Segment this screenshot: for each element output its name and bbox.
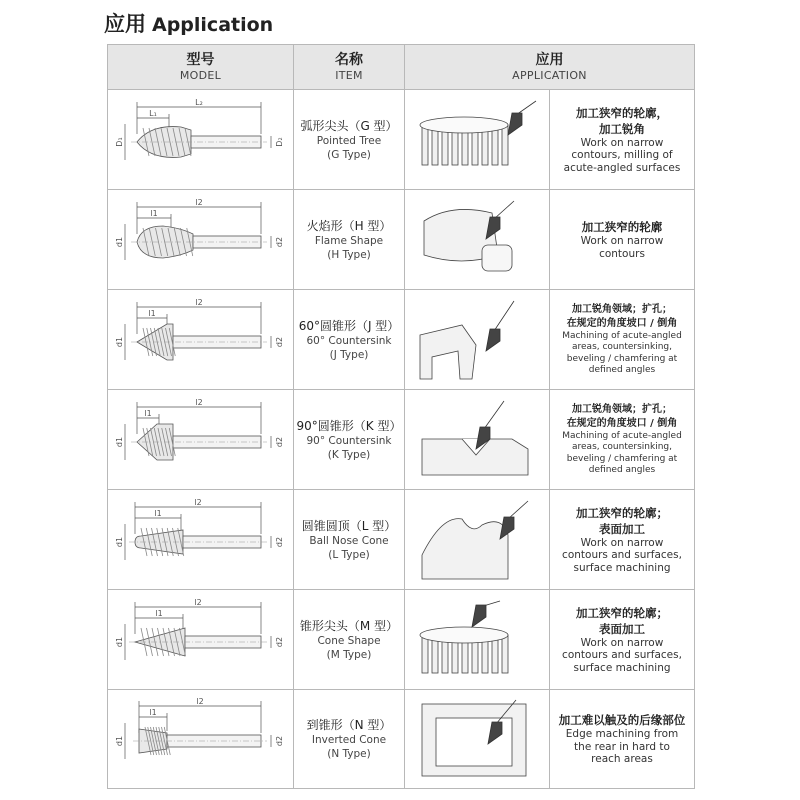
application-cn-line: 加工狭窄的轮廓； <box>576 505 668 520</box>
dim-l1-label: L₁ <box>148 108 157 118</box>
application-en-line: defined angles <box>588 465 656 475</box>
application-cn-line: 加工难以触及的后缘部位 <box>558 713 686 728</box>
application-cn-line: 加工狭窄的轮廓 <box>581 220 663 234</box>
application-en-line: Work on narrow <box>580 235 664 247</box>
application-illustration-l <box>412 495 542 585</box>
application-cn-line: 表面加工 <box>599 521 645 536</box>
item-name-cn: 火焰形（H 型） <box>306 218 392 233</box>
dim-d2-label: d2 <box>274 636 284 647</box>
table-row <box>108 190 695 290</box>
dim-l2-label: l2 <box>193 497 202 507</box>
application-text-cell <box>550 390 695 490</box>
application-image-cell <box>405 390 550 490</box>
header-item <box>294 45 405 90</box>
application-image-cell <box>405 90 550 190</box>
table-row <box>108 390 695 490</box>
dim-l1-label: l1 <box>154 608 163 618</box>
header-application-cn: 应用 <box>535 51 564 68</box>
item-cell <box>294 590 405 690</box>
dim-l2-label: l2 <box>193 597 202 607</box>
item-name-en: 90° Countersink <box>306 434 392 447</box>
table-row <box>108 590 695 690</box>
item-name-en: Flame Shape <box>314 234 384 247</box>
application-en-line: Edge machining from <box>565 728 679 741</box>
dim-d2-label: d2 <box>274 735 284 747</box>
burr-drawing-l <box>111 494 291 586</box>
item-name-en: Pointed Tree <box>316 134 382 147</box>
application-en-line: the rear in hard to <box>574 740 670 753</box>
application-en-line: Work on narrow <box>580 536 664 549</box>
header-model-cn: 型号 <box>186 51 215 68</box>
dim-l2-label: l2 <box>194 197 203 207</box>
application-en-line: reach areas <box>591 753 653 766</box>
application-en-line: contours, milling of <box>571 149 673 162</box>
table-header-row <box>108 45 695 90</box>
application-en-line: contours and surfaces, <box>562 649 682 662</box>
item-name-en: Inverted Cone <box>311 734 387 746</box>
application-image-cell <box>405 490 550 590</box>
application-en-line: surface machining <box>573 661 671 674</box>
application-cn-line: 表面加工 <box>599 621 645 636</box>
application-illustration-h <box>412 195 542 285</box>
item-name-cn: 60°圆锥形（J 型） <box>298 318 400 333</box>
burr-drawing-k <box>111 394 291 486</box>
item-name-cn: 锥形尖头（M 型） <box>299 618 399 633</box>
application-text-cell <box>550 490 695 590</box>
application-cn-line: 在规定的角度坡口 / 倒角 <box>566 417 678 429</box>
item-name-cn: 弧形尖头（G 型） <box>300 118 398 133</box>
page-title-cn: 应用 <box>104 12 146 36</box>
dim-d2-label: d2 <box>274 536 284 547</box>
table-row <box>108 690 695 789</box>
header-model <box>108 45 294 90</box>
item-cell <box>294 390 405 490</box>
application-cn-line: 加工狭窄的轮廓； <box>576 605 668 620</box>
header-application <box>405 45 695 90</box>
dim-d1-label: d1 <box>114 236 124 247</box>
header-application-en: APPLICATION <box>512 68 587 82</box>
application-image-cell <box>405 190 550 290</box>
table-row <box>108 290 695 390</box>
application-text-cell <box>550 590 695 690</box>
application-text-cell <box>550 190 695 290</box>
item-name-cn: 到锥形（N 型） <box>306 718 392 732</box>
dim-l2-label: l2 <box>194 297 203 307</box>
item-name-en: Ball Nose Cone <box>309 534 389 547</box>
application-en-line: beveling / chamfering at <box>566 453 678 464</box>
application-en-line: areas, countersinking, <box>572 442 672 452</box>
burr-drawing-h <box>111 194 291 286</box>
application-en-line: Work on narrow <box>580 136 664 149</box>
model-cell <box>108 590 294 690</box>
application-image-cell <box>405 290 550 390</box>
item-cell <box>294 190 405 290</box>
item-cell <box>294 90 405 190</box>
application-image-cell <box>405 690 550 789</box>
application-text-cell <box>550 90 695 190</box>
application-en-line: defined angles <box>588 365 656 375</box>
dim-l1-label: l1 <box>143 408 152 418</box>
burr-drawing-j <box>111 294 291 386</box>
item-cell <box>294 690 405 789</box>
application-illustration-k <box>412 395 542 485</box>
dim-d2-label: D₂ <box>274 136 284 147</box>
dim-d1-label: d1 <box>114 536 124 547</box>
model-cell <box>108 490 294 590</box>
item-name-cn: 圆锥圆顶（L 型） <box>301 518 397 533</box>
dim-l2-label: L₂ <box>194 97 203 107</box>
dim-l1-label: l1 <box>149 208 158 218</box>
application-cn-line: 加工锐角 <box>599 121 645 136</box>
item-type: (J Type) <box>329 348 369 361</box>
burr-drawing-m <box>111 594 291 686</box>
page-title <box>104 8 273 40</box>
item-name-en: 60° Countersink <box>306 334 392 347</box>
dim-d2-label: d2 <box>274 436 284 447</box>
item-type: (N Type) <box>327 748 371 760</box>
header-item-cn: 名称 <box>335 51 363 68</box>
application-en-line: acute-angled surfaces <box>563 161 681 174</box>
dim-l2-label: l2 <box>194 397 203 407</box>
model-cell <box>108 90 294 190</box>
item-type: (K Type) <box>327 448 371 461</box>
item-name-cn: 90°圆锥形（K 型） <box>296 418 402 433</box>
application-en-line: Machining of acute-angled <box>562 330 682 341</box>
dim-d2-label: d2 <box>274 236 284 247</box>
application-en-line: surface machining <box>573 561 671 574</box>
item-name-en: Cone Shape <box>317 634 381 647</box>
dim-d1-label: d1 <box>114 436 124 447</box>
page-title-en: Application <box>152 14 274 36</box>
application-illustration-j <box>412 295 542 385</box>
item-cell <box>294 290 405 390</box>
application-illustration-m <box>412 595 542 685</box>
item-type: (G Type) <box>327 148 371 161</box>
dim-l1-label: l1 <box>148 708 157 717</box>
model-cell <box>108 190 294 290</box>
application-en-line: Machining of acute-angled <box>562 430 682 441</box>
model-cell <box>108 290 294 390</box>
table-row <box>108 90 695 190</box>
application-cn-line: 在规定的角度坡口 / 倒角 <box>566 317 678 329</box>
application-en-line: contours and surfaces, <box>562 549 682 562</box>
application-en-line: Work on narrow <box>580 636 664 649</box>
dim-d1-label: d1 <box>114 636 124 647</box>
header-model-en: MODEL <box>179 68 222 82</box>
application-illustration-n <box>412 694 542 784</box>
application-image-cell <box>405 590 550 690</box>
application-en-line: contours <box>599 247 645 260</box>
item-cell <box>294 490 405 590</box>
application-text-cell <box>550 290 695 390</box>
application-illustration-g <box>412 95 542 185</box>
header-item-en: ITEM <box>335 68 363 82</box>
application-cn-line: 加工锐角领域；扩孔； <box>572 403 672 415</box>
burr-drawing-n <box>111 693 291 785</box>
dim-d1-label: d1 <box>114 336 124 347</box>
burr-drawing-g <box>111 94 291 186</box>
model-cell <box>108 690 294 789</box>
item-type: (H Type) <box>327 248 371 261</box>
dim-l2-label: l2 <box>195 697 204 706</box>
item-type: (M Type) <box>326 648 372 661</box>
application-cn-line: 加工锐角领域；扩孔； <box>572 303 672 315</box>
dim-l1-label: l1 <box>153 508 162 518</box>
application-en-line: beveling / chamfering at <box>566 353 678 364</box>
table-row <box>108 490 695 590</box>
application-en-line: areas, countersinking, <box>572 342 672 352</box>
dim-l1-label: l1 <box>147 308 156 318</box>
item-type: (L Type) <box>328 548 370 561</box>
application-text-cell <box>550 690 695 789</box>
application-cn-line: 加工狭窄的轮廓， <box>576 105 668 120</box>
application-table <box>107 44 695 789</box>
dim-d2-label: d2 <box>274 336 284 347</box>
model-cell <box>108 390 294 490</box>
dim-d1-label: d1 <box>114 735 124 747</box>
dim-d1-label: D₁ <box>114 136 124 147</box>
